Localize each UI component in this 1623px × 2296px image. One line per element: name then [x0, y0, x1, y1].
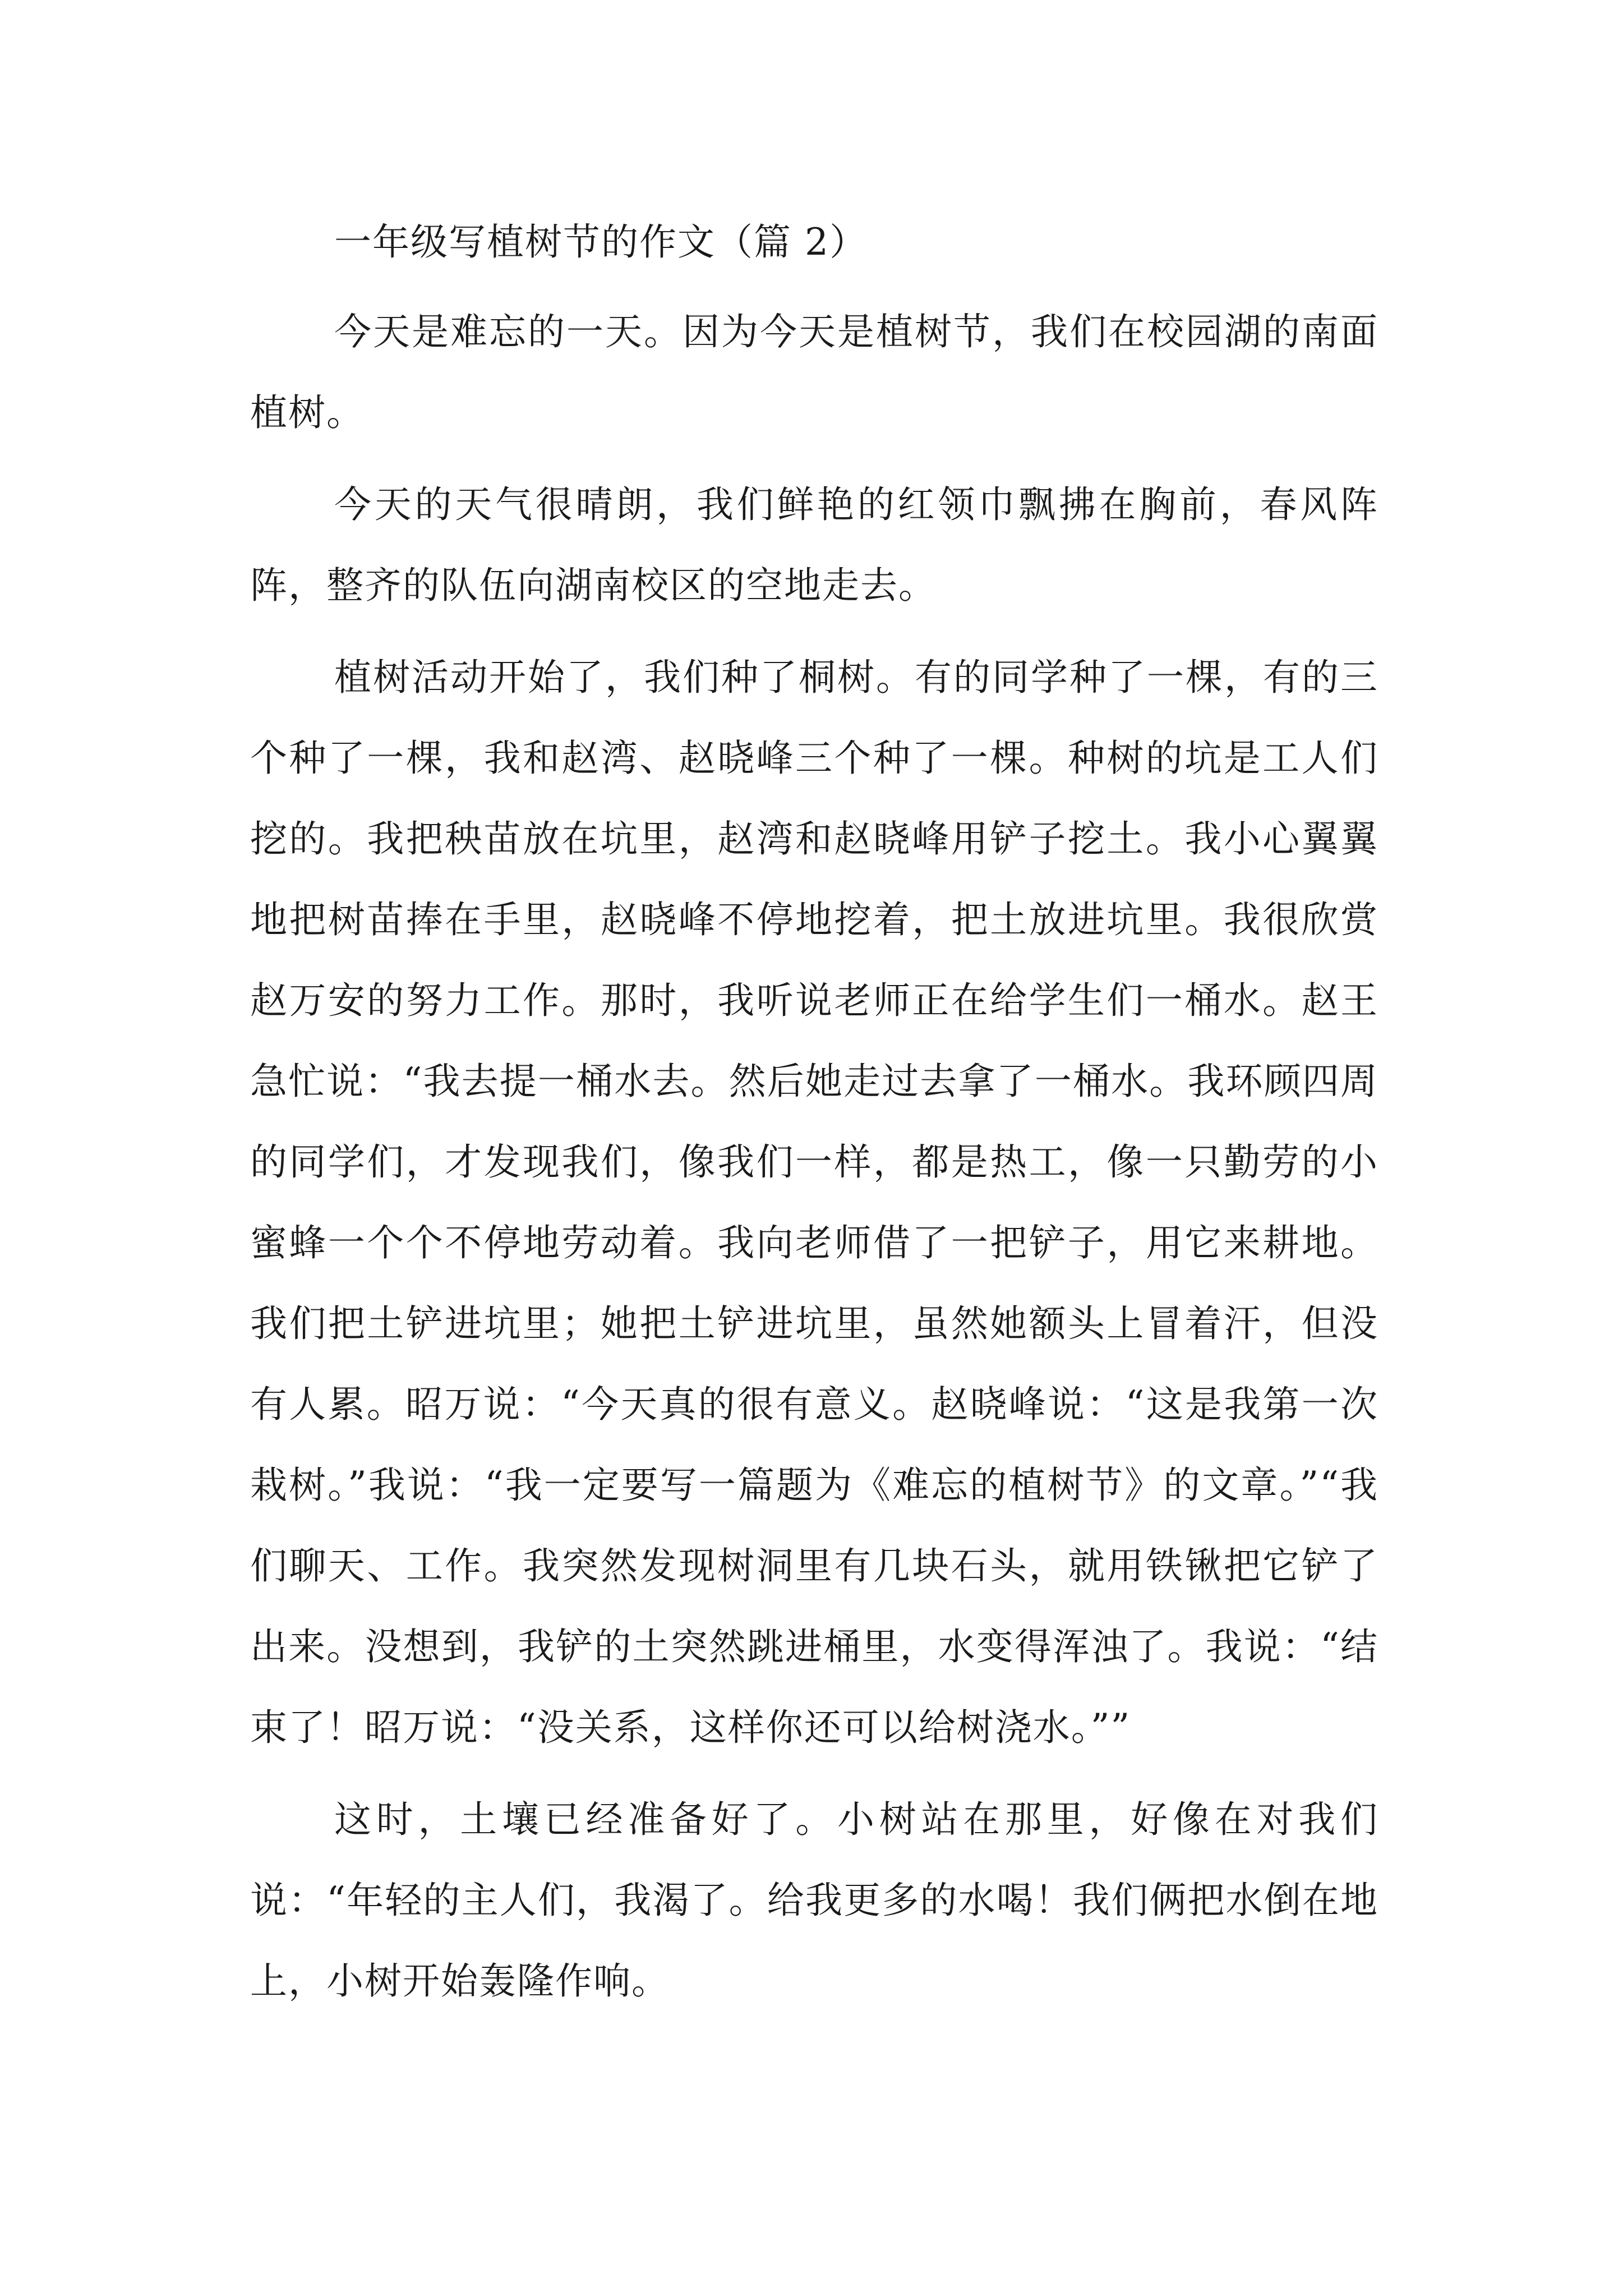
paragraph-2: 今天的天气很晴朗，我们鲜艳的红领巾飘拂在胸前，春风阵阵，整齐的队伍向湖南校区的空地走去。 — [250, 483, 1378, 607]
document-body — [250, 202, 1378, 2033]
essay-title: 一年级写植树节的作文（篇 2） — [334, 220, 868, 264]
paragraph-1: 今天是难忘的一天。因为今天是植树节，我们在校园湖的南面植树。 — [250, 310, 1378, 434]
paragraph-3: 植树活动开始了，我们种了桐树。有的同学种了一棵，有的三个种了一棵，我和赵湾、赵晓峰三个种了一棵。种树的坑是工人们挖的。我把秧苗放在坑里，赵湾和赵晓峰用铲子挖土。我小心翼翼地把树苗捧在手里，赵晓峰不停地挖着，把土放进坑里。我很欣赏赵万安的努力工作。那时，我听说老师正在给学生们一桶水。赵王急忙说：“我去提一桶水去。然后她走过去拿了一桶水。我环顾四周的同学们，才发现我们，像我们一样，都是热工，像一只勤劳的小蜜蜂一个个不停地劳动着。我向老师借了一把铲子，用它来耕地。我们把土铲进坑里；她把土铲进坑里，虽然她额头上冒着汗，但没有人累。昭万说：“今天真的很有意义。赵晓峰说：“这是我第一次栽树。”我说：“我一定要写一篇题为《难忘的植树节》的文章。”“我们聊天、工作。我突然发现树洞里有几块石头，就用铁锹把它铲了出来。没想到，我铲的土突然跳进桶里，水变得浑浊了。我说：“结束了！昭万说：“没关系，这样你还可以给树浇水。”” — [250, 656, 1378, 1749]
paragraph-4: 这时，土壤已经准备好了。小树站在那里，好像在对我们说：“年轻的主人们，我渴了。给我更多的水喝！我们俩把水倒在地上，小树开始轰隆作响。 — [250, 1798, 1378, 2003]
